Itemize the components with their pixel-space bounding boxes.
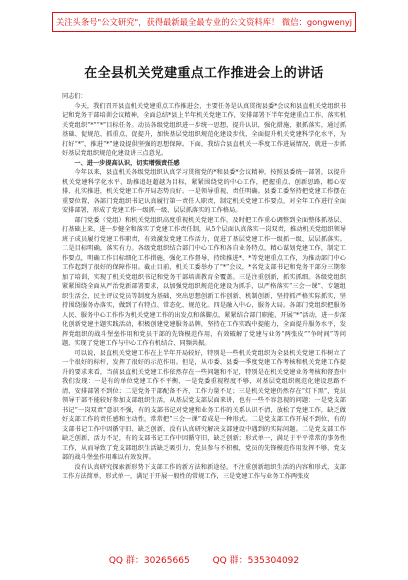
paragraph: 今年以来，县直机关各级党组织认真学习贯彻党的*和县委*会议精神，按照县委统一部署，以提升机关党建科学化水平、助推追赶超越为目标，紧紧围绕党的中心工作，把握重点、创新思路，精心安排、扎实推进，机关党建工作开局态势良好。一是领导重视，责任明确。县委工委坚持把党建工作摆在重要位置，各部门党组织书记认真履行第一责任人职责，制定机关党建工作要点，对全年工作进行全面安排部署，形成了党建工作一级抓一级、层层抓落实的工作格局。 (62, 169, 346, 214)
footer-contacts (0, 553, 408, 566)
greeting: 同志们： (62, 93, 87, 100)
document-body (62, 92, 346, 542)
paragraph: 可以说，县直机关党建工作在上半年开局较好，特别是一些机关党组织为全县机关党建工作树立了一个很好的标杆，发挥了很好的示范作用。但是，从市委、县委一季度党建工作考核和机关党建工作提升的要求来看，当前县直机关党建工作依然存在一些问题和不足，特别是在机关党建业务考核和督查中我们发现：一是有的单位党建工作不平衡，一是党委重视程度不够，对基层党组织规范化建设思路不清，安排部署不到位；二是党务干部配备不齐，工作力量不足；三是机关党建仍然存在“灯下黑”，党员领导干部不能较好参加支部组织生活，从基层党支部层面来讲，也有一些不容忽视的问题：一是党支部书记“一岗双责”意识不强，有的支部书记对党建和业务工作的关系认识不清，放松了党建工作，缺乏做好支部工作的责任感和主动性，常常把“三会一课”看成是一种形式。二是党支部工作开展不到位，有的支部书记工作中因循守旧、缺乏创新，没有认真研究解决支部建设中遇到的实际问题。二是党支部工作缺乏创新，活力不足，有的支部书记工作中因循守旧，缺乏创新；形式单一，满足于平平常常的事务性工作，从而导致了党支部组织生活缺乏吸引力，党员参与不积极，党员的先锋模范作用发挥不够，党支部的战斗堡垒作用难以有效发挥。 (62, 349, 346, 461)
paragraph: 部门党委（党组）和机关党组织高度重视机关党建工作，及时把工作重心调整到全面整体抓基层、打基础上来，进一步健全和落实了党建工作责任制，从5个层面认真落实一岗双责，推动机关党组织领导班子成员履行党建工作职责，有效激发党建工作活力，促进了基层党建工作一级抓一级、层层抓落实。二是目标明确，落实有力。各级党组织结合部门中心工作和各自业务特点，精心谋划党建工作，制定工作要点，明确工作目标细化工作措施，强化工作督导，持续推进*、*等党建重点工作，为推动部门中心工作起到了很好的保障作用。截止目前，机关工委举办了“*”会议，*名党支部书记和党务干部分三期参加了培训，实现了机关党组织书记和党务干部培训教育全覆盖。三是注重创新，抓实抓细。各级党组织紧紧围绕全面从严治党新部署要求，以加强党组织规范化建设为抓手，以严格落实“三会一课”、专题组织生活会、民主评议党员等制度为基础，突出思想创新工作创新、机制创新，坚持抓严格实际抓实，坚持围绕服务办落实，做到了有特点、常态化、规范化。四是融入中心，服务大局。各部门党组织把服务人民、服务中心工作作为机关党建工作的出发点和落脚点，紧紧结合部门职能，开展“*”活动，进一步深化创新党建主题实践活动，积极创建党建服务品牌，坚持在工作实践中提能力，全面提升服务水平，发挥党组织的战斗堡垒作用和党员干部的先锋模范作用，有效破解了党建与业务“两张皮”“争时间”等问题，实现了党建工作与中心工作有机结合、同频共振。 (62, 216, 346, 347)
footer-qq-group-1: QQ 群：30265665 (108, 556, 190, 566)
promo-banner: 关注头条号"公文研究"，获得最新最全最专业的公文资料库！ 微信：gongwenyj (52, 12, 356, 32)
footer-qq-group-2: QQ 群：535304092 (212, 556, 300, 566)
section-heading-1: 一、进一步提高认识，切实增强责任感 (74, 159, 180, 167)
paragraph: 没有认真研究探索新形势下支部工作的新方法和新途径，不注重创新组织生活的内容和形式，支部工作方法简单，形式单一，满足于开展一般性的常规工作，三是党建工作与业务工作两张皮 (62, 463, 346, 480)
paragraph-intro: 今天，我们召开县直机关党建重点工作推进会，主要任务是认真贯彻县委*会议和县直机关党组织书记和党务干部培训会议精神，全面总结*县上半年机关党建工作，安排部署下半年党建重点工作，落实机关党组织“*”“*”目标任务。动员各级党组织进一步统一思想，提升认识，强化措施，狠抓落实，通过抓基础、促规范、抓重点、促提升，加快基层党组织规范化建设步伐，全面提升机关党建科学化水平，为打好“*”，推进“*”建设提供坚强的思想保障。下面，我结合县直机关一季度工作进展情况，就进一步抓好基层党组织规范化建设讲三点意见。 (62, 102, 346, 157)
document-title: 在全县机关党建重点工作推进会上的讲话 (84, 66, 324, 81)
